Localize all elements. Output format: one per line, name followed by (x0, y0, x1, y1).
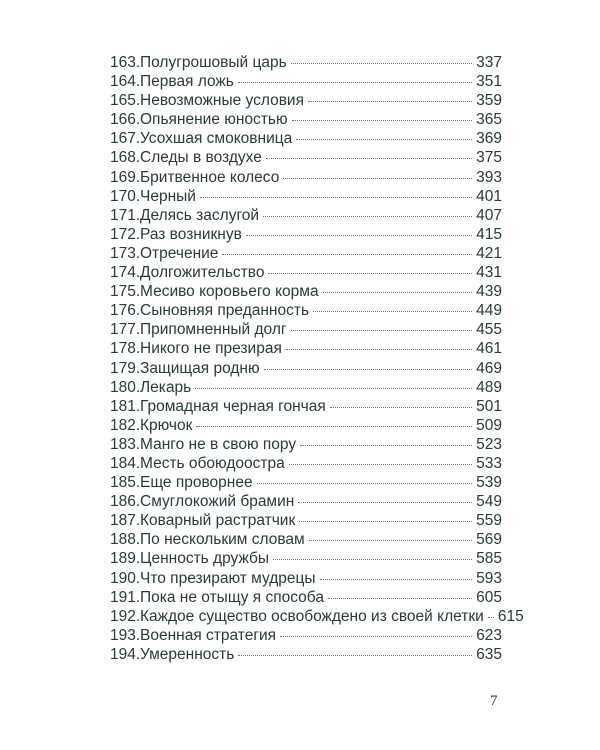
toc-entry (110, 454, 502, 473)
toc-entry-number: 182. (110, 416, 141, 434)
toc-entry (110, 339, 502, 358)
toc-entry-title: Делясь заслугой (140, 206, 260, 224)
toc-entry-page: 569 (476, 531, 502, 549)
dot-leader (257, 483, 472, 484)
toc-entry-number: 165. (110, 92, 141, 110)
toc-entry (110, 206, 502, 225)
toc-entry-title: Умеренность (140, 645, 235, 663)
toc-entry (110, 359, 502, 378)
toc-entry-title: Невозможные условия (140, 92, 304, 110)
toc-entry-number: 169. (110, 168, 141, 186)
toc-entry-title: Отречение (140, 244, 219, 262)
toc-entry-page: 509 (476, 416, 502, 434)
toc-entry-number: 193. (110, 626, 141, 644)
dot-leader (268, 273, 472, 274)
toc-entry-title: Смуглокожий брамин (140, 493, 295, 511)
toc-entry-title: Раз возникнув (140, 225, 242, 243)
toc-entry-page: 421 (476, 244, 502, 262)
toc-entry-page: 635 (476, 645, 502, 663)
dot-leader (323, 292, 472, 293)
toc-entry-title: Никого не презирая (140, 340, 282, 358)
toc-entry-title: Военная стратегия (140, 626, 277, 644)
toc-entry-number: 192. (110, 607, 141, 625)
toc-entry (110, 301, 502, 320)
toc-entry (110, 511, 502, 530)
dot-leader (238, 82, 472, 83)
dot-leader (300, 445, 472, 446)
toc-entry-title: Бритвенное колесо (140, 168, 280, 186)
dot-leader (283, 178, 472, 179)
toc-entry-page: 351 (476, 73, 502, 91)
toc-entry-number: 178. (110, 340, 141, 358)
toc-entry-title: Месть обоюдоостра (140, 454, 285, 472)
dot-leader (289, 464, 472, 465)
toc-entry-title: Черный (140, 187, 196, 205)
toc-entry-title: Полугрошовый царь (140, 54, 287, 71)
toc-entry (110, 244, 502, 263)
toc-entry-number: 177. (110, 321, 141, 339)
toc-entry (110, 492, 502, 511)
toc-entry (110, 110, 502, 129)
dot-leader (296, 139, 472, 140)
toc-entry-page: 393 (476, 168, 502, 186)
toc-entry-number: 164. (110, 73, 141, 91)
toc-entry-number: 188. (110, 531, 141, 549)
toc-entry-page: 539 (476, 474, 502, 492)
toc-entry-number: 191. (110, 588, 141, 606)
dot-leader (195, 388, 472, 389)
toc-entry-page: 415 (476, 225, 502, 243)
dot-leader (246, 235, 472, 236)
toc-entry (110, 320, 502, 339)
toc-entry-number: 175. (110, 283, 141, 301)
toc-entry (110, 435, 502, 454)
toc-entry-page: 489 (476, 378, 502, 396)
toc-entry-title: Лекарь (140, 378, 192, 396)
toc-entry (110, 549, 502, 568)
dot-leader (280, 636, 472, 637)
toc-entry-title: Первая ложь (140, 73, 234, 91)
toc-entry-page: 461 (476, 340, 502, 358)
toc-entry-page: 449 (476, 302, 502, 320)
toc-entry-title: Сыновняя преданность (140, 302, 310, 320)
page-number: 7 (490, 693, 498, 709)
dot-leader (266, 158, 472, 159)
dot-leader (328, 598, 472, 599)
toc-entry-title: Крючок (140, 416, 193, 434)
dot-leader (292, 120, 472, 121)
toc-entry-number: 183. (110, 435, 141, 453)
dot-leader (308, 101, 472, 102)
toc-entry-page: 359 (476, 92, 502, 110)
toc-entry (110, 53, 502, 72)
toc-entry-title: Следы в воздухе (140, 149, 262, 167)
toc-entry (110, 473, 502, 492)
toc-entry-page: 585 (476, 550, 502, 568)
toc-entry (110, 530, 502, 549)
toc-entry-title: Коварный растратчик (140, 512, 296, 530)
toc-entry-page: 549 (476, 493, 502, 511)
toc-entry (110, 588, 502, 607)
dot-leader (330, 407, 472, 408)
toc-entry-page: 605 (476, 588, 502, 606)
table-of-contents (110, 53, 524, 664)
toc-entry (110, 148, 502, 167)
dot-leader (238, 655, 472, 656)
toc-entry-number: 194. (110, 645, 141, 663)
toc-entry-title: Ценность дружбы (140, 550, 270, 568)
toc-entry-title: По нескольким словам (140, 531, 305, 549)
toc-entry-title: Еще проворнее (140, 474, 253, 492)
toc-entry-page: 623 (476, 626, 502, 644)
toc-entry-page: 431 (476, 264, 502, 282)
toc-entry-number: 173. (110, 244, 141, 262)
toc-entry-title: Долгожительство (140, 264, 265, 282)
toc-entry (110, 282, 502, 301)
dot-leader (299, 521, 472, 522)
toc-entry-page: 375 (476, 149, 502, 167)
toc-entry (110, 168, 502, 187)
toc-entry-page: 593 (476, 569, 502, 587)
toc-entry-title: Опьянение юностью (140, 111, 288, 129)
dot-leader (196, 426, 472, 427)
toc-entry-number: 171. (110, 206, 141, 224)
dot-leader (264, 369, 472, 370)
dot-leader (291, 330, 472, 331)
toc-entry-title: Каждое существо освобождено из своей клетки (140, 607, 484, 625)
dot-leader (298, 502, 472, 503)
toc-entry (110, 263, 502, 282)
dot-leader (222, 254, 472, 255)
toc-entry-number: 189. (110, 550, 141, 568)
toc-entry-title: Припомненный долг (140, 321, 287, 339)
toc-entry-number: 170. (110, 187, 141, 205)
toc-entry-title: Пока не отыщу я способа (140, 588, 324, 606)
dot-leader (273, 559, 472, 560)
toc-entry-page: 533 (476, 454, 502, 472)
dot-leader (291, 63, 472, 64)
toc-entry-number: 163. (110, 54, 141, 71)
toc-entry (110, 607, 524, 626)
dot-leader (286, 349, 472, 350)
toc-entry-number: 185. (110, 474, 141, 492)
toc-entry-number: 176. (110, 302, 141, 320)
toc-entry-page: 369 (476, 130, 502, 148)
toc-entry (110, 645, 502, 664)
toc-entry-title: Защищая родню (140, 359, 260, 377)
toc-entry-title: Месиво коровьего корма (140, 283, 319, 301)
toc-entry-page: 501 (476, 397, 502, 415)
toc-entry-number: 172. (110, 225, 141, 243)
toc-entry-number: 168. (110, 149, 141, 167)
toc-entry (110, 129, 502, 148)
toc-entry-title: Усохшая смоковница (140, 130, 293, 148)
dot-leader (320, 579, 472, 580)
dot-leader (263, 216, 472, 217)
toc-entry-page: 407 (476, 206, 502, 224)
toc-entry (110, 72, 502, 91)
toc-entry-number: 186. (110, 493, 141, 511)
toc-entry-number: 166. (110, 111, 141, 129)
toc-entry-page: 401 (476, 187, 502, 205)
toc-entry-number: 184. (110, 454, 141, 472)
toc-entry-page: 559 (476, 512, 502, 530)
toc-entry-page: 365 (476, 111, 502, 129)
toc-entry (110, 225, 502, 244)
dot-leader (309, 540, 472, 541)
toc-entry-number: 180. (110, 378, 141, 396)
toc-entry-title: Громадная черная гончая (140, 397, 326, 415)
toc-entry-page: 615 (497, 607, 524, 625)
toc-entry (110, 378, 502, 397)
toc-entry-page: 439 (476, 283, 502, 301)
toc-entry-page: 337 (476, 54, 502, 71)
toc-entry (110, 397, 502, 416)
toc-entry-number: 167. (110, 130, 141, 148)
toc-entry-page: 469 (476, 359, 502, 377)
toc-entry (110, 187, 502, 206)
toc-entry-page: 523 (476, 435, 502, 453)
toc-entry-title: Манго не в свою пору (140, 435, 297, 453)
toc-entry-page: 455 (476, 321, 502, 339)
toc-entry-number: 190. (110, 569, 141, 587)
toc-entry (110, 626, 502, 645)
toc-entry-number: 179. (110, 359, 141, 377)
dot-leader (313, 311, 472, 312)
toc-entry-number: 181. (110, 397, 141, 415)
dot-leader (488, 617, 494, 618)
dot-leader (200, 197, 472, 198)
toc-entry-number: 174. (110, 264, 141, 282)
toc-entry-number: 187. (110, 512, 141, 530)
toc-entry (110, 569, 502, 588)
toc-entry (110, 416, 502, 435)
toc-entry-title: Что презирают мудрецы (140, 569, 316, 587)
toc-entry (110, 91, 502, 110)
